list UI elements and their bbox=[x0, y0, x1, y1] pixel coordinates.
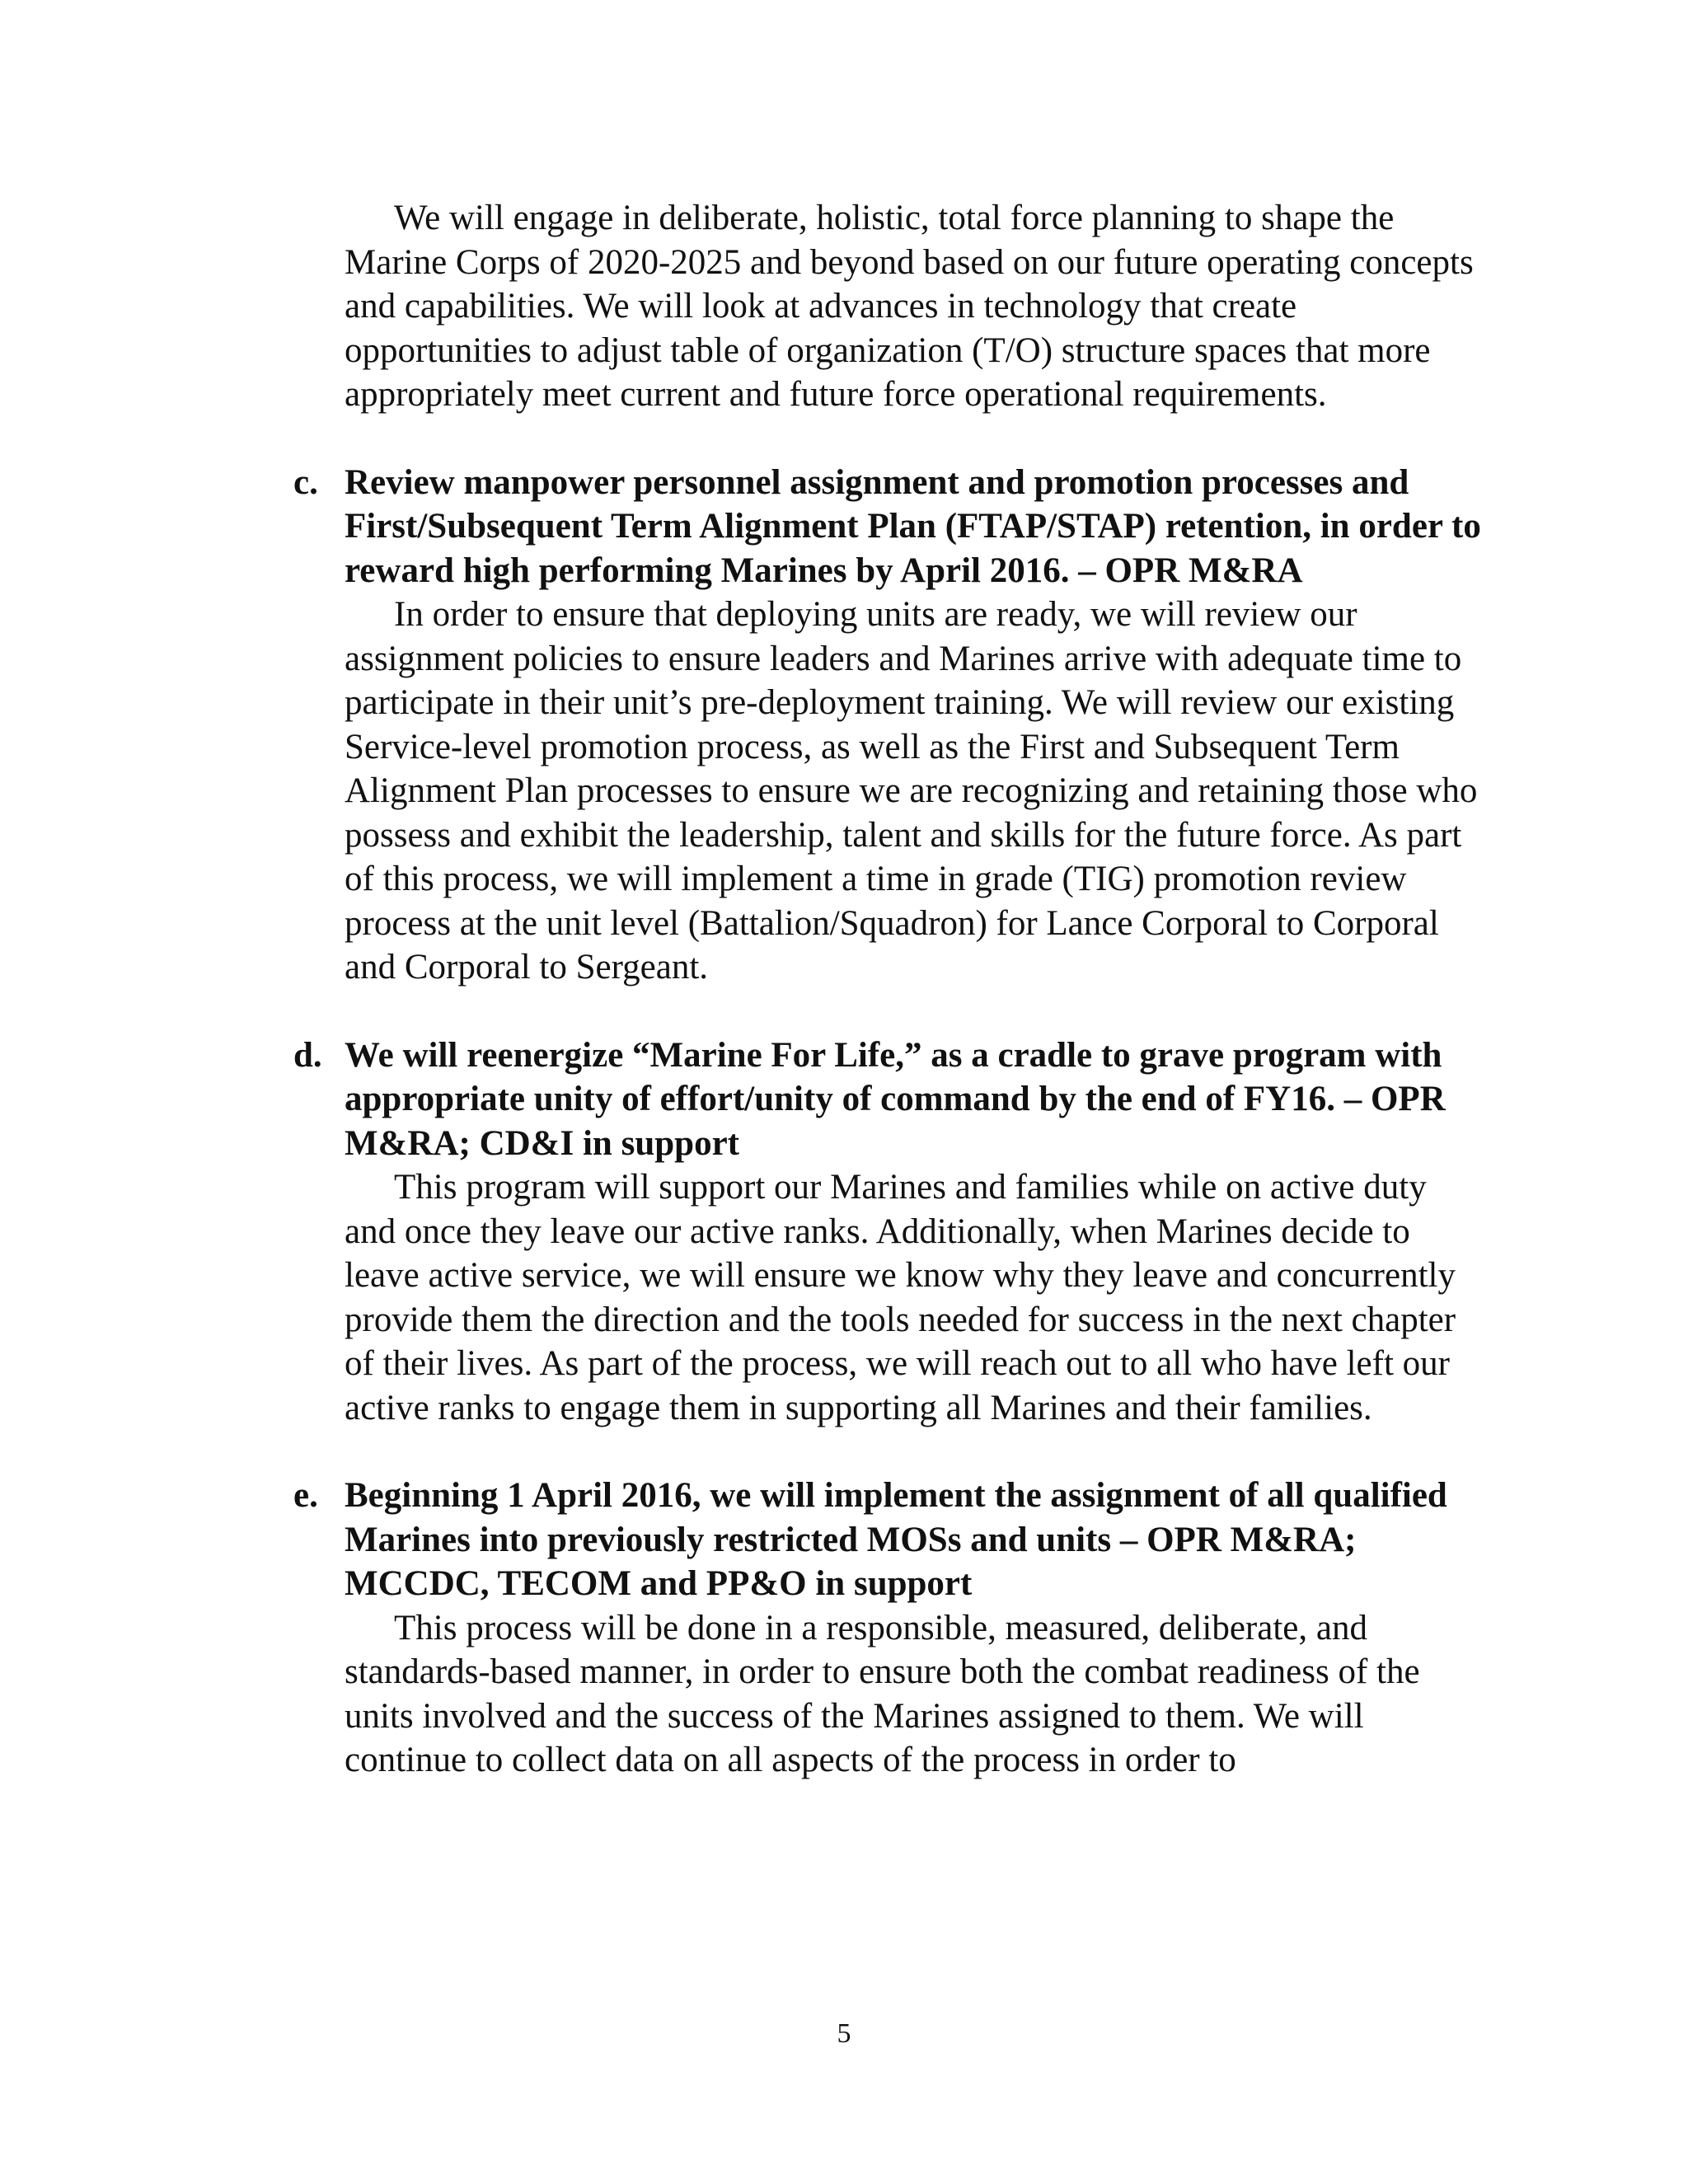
item-heading: Review manpower personnel assignment and promotion processes and First/Subsequent Term Alignment Plan (FTAP/STAP) retention, in order to reward high performing Marines by April 2016. – OPR M&RA bbox=[345, 462, 1481, 590]
item-letter: d. bbox=[293, 1035, 322, 1075]
item-body: In order to ensure that deploying units are ready, we will review our assignment policies to ensure leaders and Marines arrive with adequate time to participate in their unit’s pre-deployment training. We will review our existing Service-level promotion process, as well as the First and Subsequent Term Alignment Plan processes to ensure we are recognizing and retaining those who possess and exhibit the leadership, talent and skills for the future force. As part of this process, we will implement a time in grade (TIG) promotion review process at the unit level (Battalion/Squadron) for Lance Corporal to Corporal and Corporal to Sergeant. bbox=[345, 595, 1478, 987]
page-number: 5 bbox=[837, 2018, 851, 2049]
list-item-e bbox=[293, 1474, 1482, 1783]
item-letter: e. bbox=[293, 1476, 318, 1515]
list-item-c bbox=[293, 461, 1482, 990]
item-body: This program will support our Marines and families while on active duty and once they leave our active ranks. Additionally, when Marines decide to leave active service, we will ensure we know why they leave and concurrently provide them the direction and the tools needed for success in the next chapter of their lives. As part of the process, we will reach out to all who have left our active ranks to engage them in supporting all Marines and their families. bbox=[345, 1168, 1456, 1427]
item-heading: Beginning 1 April 2016, we will implement the assignment of all qualified Marines into previously restricted MOSs and units – OPR M&RA; MCCDC, TECOM and PP&O in support bbox=[345, 1476, 1447, 1603]
item-letter: c. bbox=[293, 462, 318, 502]
page-content bbox=[293, 196, 1482, 1783]
item-body: This process will be done in a responsible, measured, deliberate, and standards-based manner, in order to ensure both the combat readiness of the units involved and the success of the Marines assigned to them. We will continue to collect data on all aspects of the process in order to bbox=[345, 1608, 1420, 1779]
intro-paragraph: We will engage in deliberate, holistic, total force planning to shape the Marine Corps of 2020-2025 and beyond based on our future operating concepts and capabilities. We will look at advances in technology that create opportunities to adjust table of organization (T/O) structure spaces that more appropriately meet current and future force operational requirements. bbox=[345, 199, 1474, 414]
item-heading: We will reenergize “Marine For Life,” as a cradle to grave program with appropriate unity of effort/unity of command by the end of FY16. – OPR M&RA; CD&I in support bbox=[345, 1035, 1446, 1163]
list-item-d bbox=[293, 1033, 1482, 1431]
